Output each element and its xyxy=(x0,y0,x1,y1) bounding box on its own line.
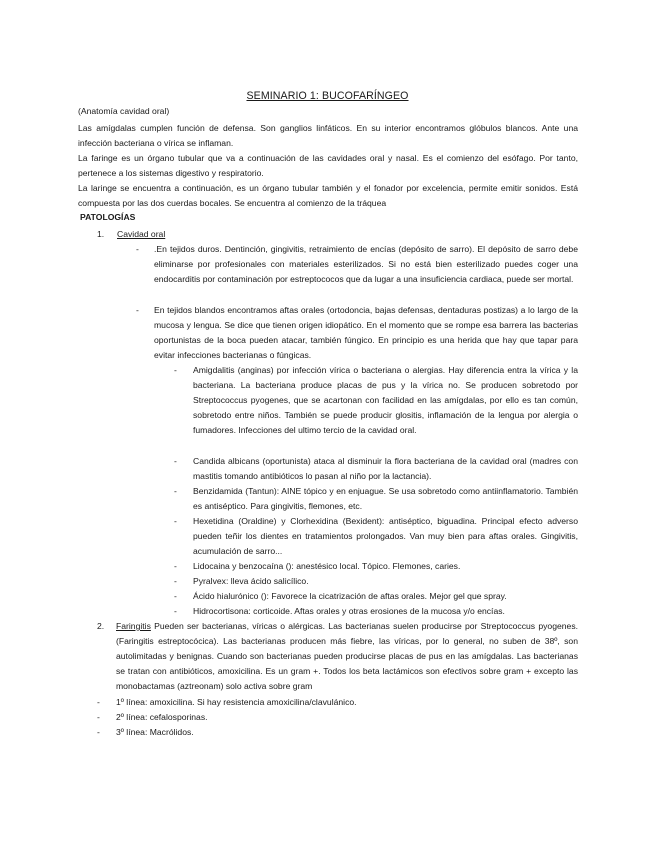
bullet-dash: - xyxy=(136,244,139,254)
bullet-dash: - xyxy=(174,486,177,496)
bullet-dash: - xyxy=(174,591,177,601)
list-item-pyralvex: Pyralvex: lleva ácido salicílico. xyxy=(193,576,309,586)
section-heading-patologias: PATOLOGÍAS xyxy=(80,212,136,222)
section-2-label: Faringitis xyxy=(116,621,151,631)
bullet-dash: - xyxy=(97,697,100,707)
list-item-candida: Candida albicans (oportunista) ataca al disminuir la flora bacteriana de la cavidad oral (madres con mastitis tomando antibióticos lo pasan al niño por la lactancia). xyxy=(193,456,578,482)
list-item-lidocaina: Lidocaina y benzocaína (): anestésico local. Tópico. Flemones, caries. xyxy=(193,561,461,571)
intro-paragraph-amigdalas: Las amígdalas cumplen función de defensa. Son ganglios linfáticos. En su interior encontramos glóbulos blancos. Ante una infección bacteriana o vírica se inflaman. xyxy=(78,123,578,149)
section-2-text: Pueden ser bacterianas, víricas o alérgicas. Las bacterianas suelen producirse por Streptococcus pyogenes. (Faringitis estreptocócica). Las bacterianas producen más fiebre, las víricas, por lo general, no suben de 38º, son autolimitadas y benignas. Cuando son bacterianas pueden producirse placas de pus en las amígdalas. Las bacterianas se tratan con antibióticos, amoxicilina. Es un gram +. Todos los beta lactámicos son efectivos sobre gram + excepto las monobactamas (aztreonam) solo activa sobre gram xyxy=(116,621,578,692)
bullet-dash: - xyxy=(174,576,177,586)
page-title: SEMINARIO 1: BUCOFARÍNGEO xyxy=(246,90,409,102)
bullet-dash: - xyxy=(174,365,177,375)
intro-anatomy-note: (Anatomía cavidad oral) xyxy=(78,106,170,116)
section-2-number: 2. xyxy=(97,621,105,631)
treatment-line-1: 1º línea: amoxicilina. Si hay resistencia amoxicilina/clavulánico. xyxy=(116,697,357,707)
bullet-dash: - xyxy=(174,516,177,526)
bullet-dash: - xyxy=(97,727,100,737)
list-item-tejidos-duros: .En tejidos duros. Dentinción, gingivitis, retraimiento de encías (depósito de sarro). El depósito de sarro debe eliminarse por profesionales con materiales esterilizados. Si no está bien esterilizado puedes coger una endocarditis por contaminación por estreptococos que da lugar a una insuficiencia cardiaca, puede ser mortal. xyxy=(154,244,578,285)
list-item-hidrocortisona: Hidrocortisona: corticoide. Aftas orales y otras erosiones de la mucosa y/o encías. xyxy=(193,606,505,616)
bullet-dash: - xyxy=(136,305,139,315)
intro-paragraph-laringe: La laringe se encuentra a continuación, es un órgano tubular también y el fonador por excelencia, permite emitir sonidos. Está compuesta por las dos cuerdas bocales. Se encuentra al comienzo de la tráquea xyxy=(78,183,578,209)
bullet-dash: - xyxy=(174,606,177,616)
list-item-tejidos-blandos: En tejidos blandos encontramos aftas orales (ortodoncia, bajas defensas, dentaduras postizas) a lo largo de la mucosa y lengua. Se dice que tienen origen idiopático. En el momento que se rompe esa barrera las bacterias oportunistas de la boca pueden atacar, también fúngico. En principio es una herida que hay que tapar para evitar infecciones bacterianas o fúngicas. xyxy=(154,305,578,361)
treatment-line-3: 3º línea: Macrólidos. xyxy=(116,727,194,737)
treatment-line-2: 2º línea: cefalosporinas. xyxy=(116,712,208,722)
bullet-dash: - xyxy=(97,712,100,722)
list-item-hexetidina: Hexetidina (Oraldine) y Clorhexidina (Bexident): antiséptico, biguadina. Principal efecto adverso pueden teñir los dientes en tratamientos prolongados. Van muy bien para aftas orales. Gingivitis, acumulación de sarro... xyxy=(193,516,578,557)
list-item-amigdalitis: Amigdalitis (anginas) por infección vírica o bacteriana o alergias. Hay diferencia entra la vírica y la bacteriana. La bacteriana produce placas de pus y la vírica no. Se producen sobretodo por Streptococcus pyogenes, que se acartonan con facilidad en las amígdalas, por ello es tan común, sobretodo entre niños. También se puede producir glositis, inflamación de la lengua por alergia o fumadores. Infecciones del ultimo tercio de la cavidad oral. xyxy=(193,365,578,436)
list-item-acido-hialuronico: Ácido hialurónico (): Favorece la cicatrización de aftas orales. Mejor gel que spray. xyxy=(193,591,507,601)
intro-paragraph-faringe: La faringe es un órgano tubular que va a continuación de las cavidades oral y nasal. Es el comienzo del esófago. Por tanto, pertenece a los sistemas digestivo y respiratorio. xyxy=(78,153,578,179)
section-2-paragraph xyxy=(116,619,578,694)
bullet-dash: - xyxy=(174,561,177,571)
bullet-dash: - xyxy=(174,456,177,466)
list-item-benzidamida: Benzidamida (Tantun): AINE tópico y en enjuague. Se usa sobretodo como antiinflamatorio. También es antiséptico. Para gingivitis, flemones, etc. xyxy=(193,486,578,512)
section-1-number: 1. xyxy=(97,229,105,239)
section-1-label: Cavidad oral xyxy=(117,229,166,239)
